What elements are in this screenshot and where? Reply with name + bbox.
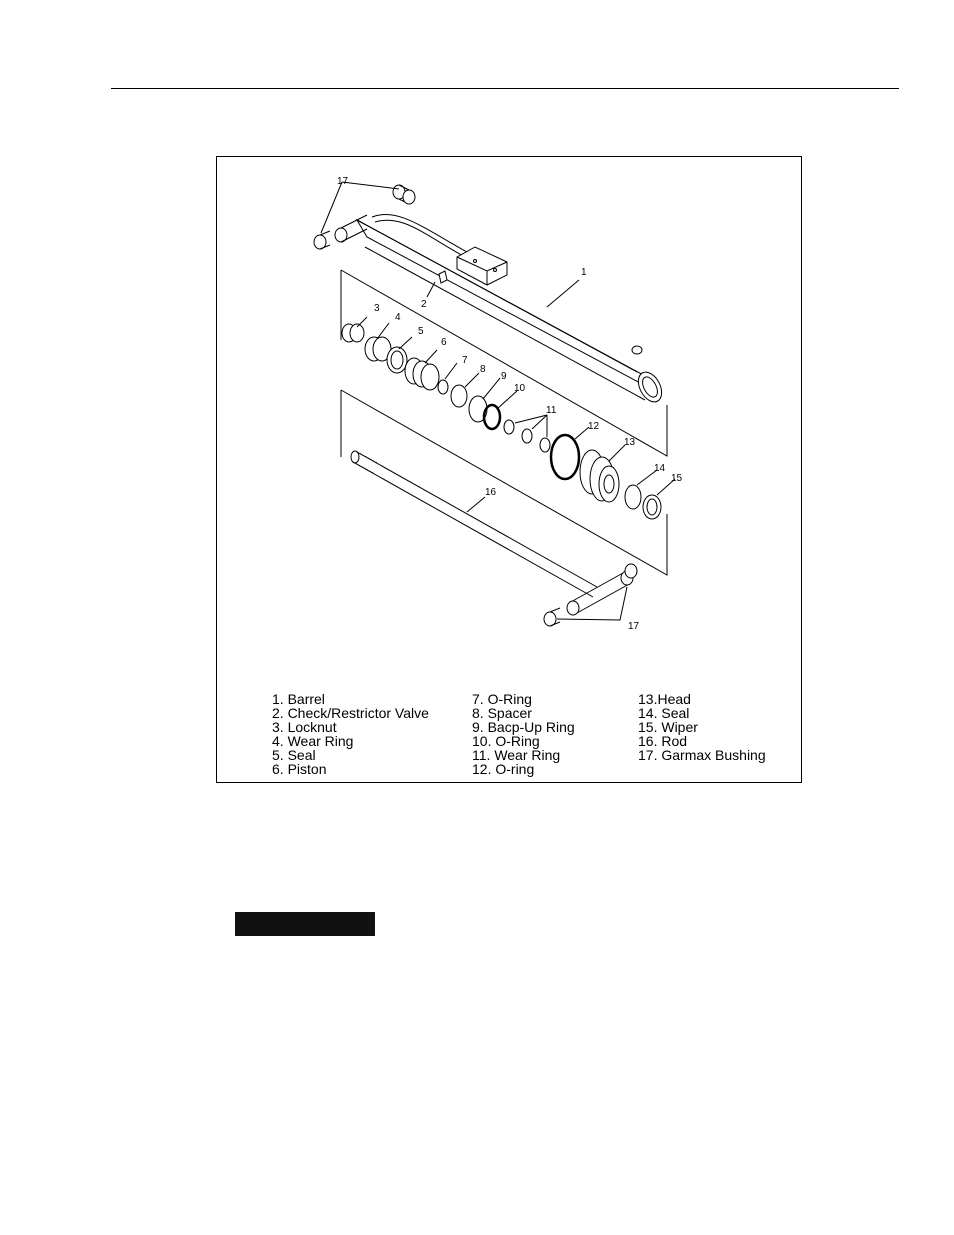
callout-13: 13 — [624, 437, 636, 448]
callout-4: 4 — [395, 312, 401, 323]
redaction-bar — [235, 912, 375, 936]
legend-column-3 — [638, 692, 766, 762]
callout-2: 2 — [421, 299, 427, 310]
callout-9: 9 — [501, 371, 507, 382]
exploded-view-drawing — [217, 157, 803, 784]
callout-11: 11 — [546, 405, 557, 416]
callout-6: 6 — [441, 337, 447, 348]
callout-8: 8 — [480, 364, 486, 375]
legend-item: 16. Rod — [638, 733, 688, 749]
legend-item: 8. Spacer — [472, 705, 532, 721]
legend-item: 6. Piston — [272, 761, 327, 777]
legend-item: 9. Bacp-Up Ring — [472, 719, 575, 735]
callout-7: 7 — [462, 355, 468, 366]
callout-12: 12 — [588, 421, 600, 432]
legend-item: 7. O-Ring — [472, 691, 532, 707]
legend-item: 5. Seal — [272, 747, 316, 763]
legend-item: 13.Head — [638, 691, 691, 707]
callout-5: 5 — [418, 326, 424, 337]
barrel-part — [357, 214, 666, 405]
legend-item: 17. Garmax Bushing — [638, 747, 766, 763]
callout-17-lower: 17 — [628, 621, 640, 632]
legend-column-2 — [472, 692, 575, 776]
o-ring-12 — [551, 435, 579, 479]
callout-1: 1 — [581, 267, 587, 278]
exploded-parts-figure — [216, 156, 802, 783]
legend-item: 15. Wiper — [638, 719, 698, 735]
legend-column-1 — [272, 692, 429, 776]
head-part — [580, 450, 619, 502]
callout-15: 15 — [671, 473, 683, 484]
callout-16: 16 — [485, 487, 497, 498]
header-rule — [111, 88, 899, 89]
legend-item: 10. O-Ring — [472, 733, 540, 749]
seal-14 — [625, 485, 641, 509]
callout-17-upper: 17 — [337, 176, 349, 187]
legend-item: 3. Locknut — [272, 719, 337, 735]
legend-item: 2. Check/Restrictor Valve — [272, 705, 429, 721]
callout-14: 14 — [654, 463, 666, 474]
legend-item: 4. Wear Ring — [272, 733, 354, 749]
callout-3: 3 — [374, 303, 380, 314]
legend-item: 11. Wear Ring — [472, 747, 561, 763]
legend-item: 1. Barrel — [272, 691, 325, 707]
callout-10: 10 — [514, 383, 526, 394]
legend-item: 12. O-ring — [472, 761, 535, 777]
legend-item: 14. Seal — [638, 705, 690, 721]
